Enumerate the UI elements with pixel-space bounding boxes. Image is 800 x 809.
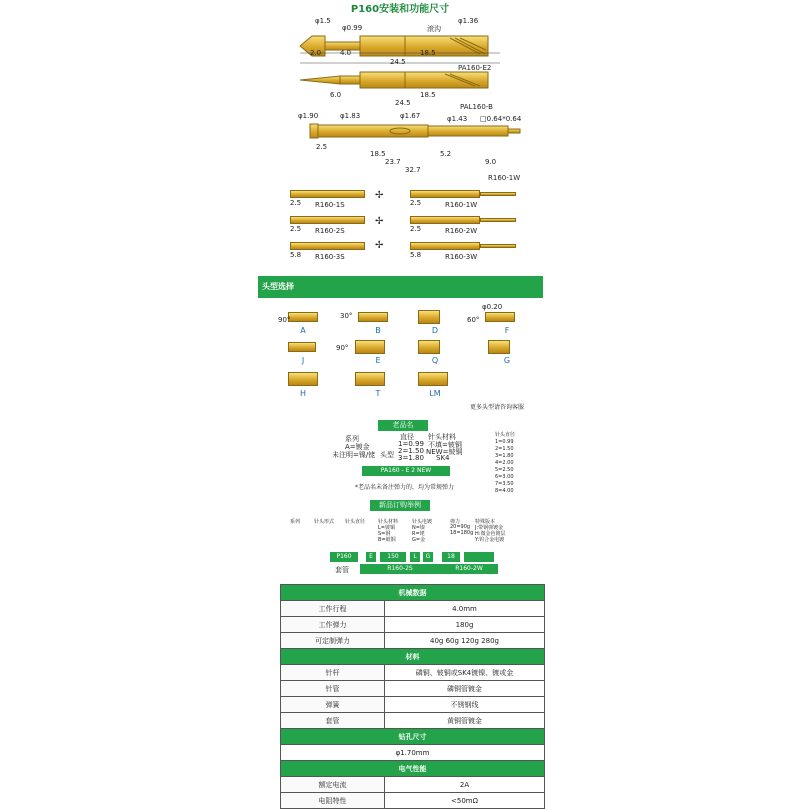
tip-note: 更多头型请咨询客服 — [470, 404, 525, 411]
probe-r160-1w-drawing — [300, 120, 530, 142]
tip-grid: 90° A 30° B D 60° φ0.20 F J 90° E Q G H T LM — [270, 300, 550, 410]
receptacle-left-2: 2.5 R160-2S — [290, 214, 370, 236]
table-row: 额定电流 2A — [281, 777, 545, 793]
dim-l6: 32.7 — [405, 166, 421, 174]
old-name-legend: 系列 A=镀金 未注明=镍/铑 头型 直径 1=0.99 2=1.50 3=1.80 针头材料 不填=铍铜 NEW=铍铜 SK4 PA160 - E 2 NEW — [332, 433, 463, 474]
dim-l1: 2.5 — [316, 143, 328, 151]
tip-g-icon — [488, 340, 510, 354]
tip-j-icon — [288, 342, 316, 352]
dim-len-mid: 4.0 — [340, 49, 352, 57]
table-row: 可定制弹力 40g 60g 120g 280g — [281, 633, 545, 649]
page-title: P160安装和功能尺寸 — [350, 4, 450, 15]
crown-icon-1: ✢ — [375, 190, 384, 201]
receptacle-right-1: 2.5 R160-1W — [410, 188, 520, 210]
table-row: 针杆 磷铜、铍铜或SK4镀镍、镀或金 — [281, 665, 545, 681]
table-row: 电阻特性 <50mΩ — [281, 793, 545, 809]
tip-q-icon — [418, 340, 440, 354]
probe2-model: PAL160-B — [460, 103, 493, 111]
mech-header: 机械数据 — [281, 585, 545, 601]
dim-len-total-2: 24.5 — [395, 99, 411, 107]
spec-table — [280, 584, 545, 809]
table-row: 弹簧 不锈钢线 — [281, 697, 545, 713]
sleeve-code-2: R160-2W — [440, 564, 498, 574]
receptacle-right-3: 5.8 R160-3W — [410, 240, 520, 262]
dim-len-barrel-2: 18.5 — [420, 91, 436, 99]
old-name-code: PA160 - E 2 NEW — [362, 466, 450, 476]
receptacle-left-1: 2.5 R160-1S — [290, 188, 370, 210]
probe1-model: PA160-E2 — [458, 64, 492, 72]
dim-len-barrel: 18.5 — [420, 49, 436, 57]
drill-header: 钻孔尺寸 — [281, 729, 545, 745]
table-row: 工作行程 4.0mm — [281, 601, 545, 617]
material-header: 材料 — [281, 649, 545, 665]
dim-tail-dia: φ1.36 — [458, 17, 479, 25]
tip-d-icon — [418, 310, 440, 324]
probe-pal160-b-drawing — [300, 68, 500, 92]
old-name-note: *老品名未备注弹力的，均为常规弹力 — [355, 484, 455, 491]
dim-len-a: 6.0 — [330, 91, 342, 99]
dim-body-dia: φ0.99 — [342, 24, 363, 32]
crown-icon-2: ✢ — [375, 216, 384, 227]
new-order-code: P160 E 150 L G 18 — [330, 552, 500, 562]
dim-len-total: 24.5 — [390, 58, 406, 66]
probe3-model: R160-1W — [488, 174, 521, 182]
dim-d1: φ1.90 — [298, 112, 319, 120]
dim-sq: □0.64*0.64 — [480, 115, 522, 123]
tip-b-icon — [358, 312, 388, 322]
dim-l2: 18.5 — [370, 150, 386, 158]
crown-icon-3: ✢ — [375, 240, 384, 251]
table-row: 工作弹力 180g — [281, 617, 545, 633]
old-name-header: 老品名 — [378, 420, 428, 431]
tip-a-icon — [288, 312, 318, 322]
table-row: φ1.70mm — [281, 745, 545, 761]
tip-t-icon — [355, 372, 385, 386]
electrical-header: 电气性能 — [281, 761, 545, 777]
tip-f-icon — [485, 312, 515, 322]
old-force-list: 针头直径 1=0.99 2=1.50 3=1.80 4=2.00 5=2.50 6=3.00 7=3.50 8=4.00 — [495, 432, 516, 494]
tip-lm-icon — [418, 372, 448, 386]
dim-l4: 23.7 — [385, 158, 401, 166]
groove-label: 滚沟 — [427, 25, 441, 33]
sleeve-code-1: R160-2S — [360, 564, 440, 574]
sleeve-label: 套管 — [335, 566, 349, 574]
receptacle-right-2: 2.5 R160-2W — [410, 214, 520, 236]
new-order-columns: 系列 针头形式 针头直径 针头材料 L=铍铜 S=钢 B=铍铜 针头电镀 N=镍 R=铑 G=金 弹力 20=90g 18=180g 特殊版本 J:带钢弹镀金 H:微金色镀层 Y:钨合金电镀 — [290, 519, 506, 543]
tip-section-header: 头型选择 — [258, 276, 543, 298]
new-order-header: 新品订购举例 — [370, 500, 430, 511]
dim-len-tip: 2.0 — [310, 49, 322, 57]
dim-d4: φ1.43 — [447, 115, 468, 123]
dim-tip-dia: φ1.5 — [315, 17, 331, 25]
table-row: 针管 磷铜管镀金 — [281, 681, 545, 697]
dim-d2: φ1.83 — [340, 112, 361, 120]
dim-l3: 5.2 — [440, 150, 452, 158]
dim-l5: 9.0 — [485, 158, 497, 166]
table-row: 套管 黄铜管镀金 — [281, 713, 545, 729]
receptacle-left-3: 5.8 R160-3S — [290, 240, 370, 262]
tip-e-icon — [355, 340, 385, 354]
tip-h-icon — [288, 372, 318, 386]
dim-d3: φ1.67 — [400, 112, 421, 120]
